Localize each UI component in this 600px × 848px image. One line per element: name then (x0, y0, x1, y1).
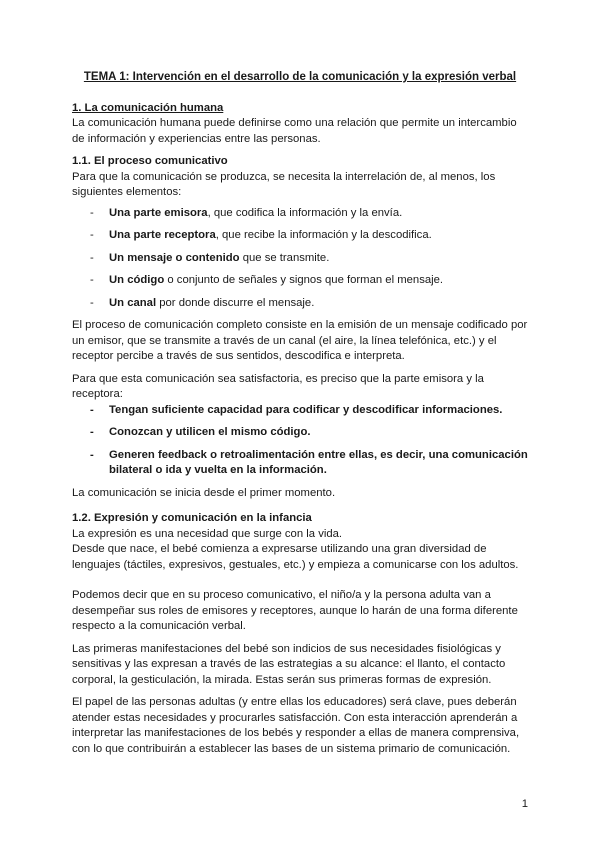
dash-bullet: - (90, 274, 94, 286)
list-item-bold: Una parte receptora (109, 229, 216, 241)
section-1-intro: La comunicación humana puede definirse como una relación que permite un intercambio de información y experiencias entre las personas. (72, 117, 517, 145)
dash-bullet: - (90, 403, 94, 416)
list-item-text: Conozcan y utilicen el mismo código. (109, 426, 311, 438)
list-item-text: Generen feedback o retroalimentación entre ellas, es decir, una comunicación bilateral o ida y vuelta en la información. (109, 448, 528, 476)
list-item (72, 296, 528, 312)
dash-bullet: - (90, 426, 94, 438)
process-paragraph: El proceso de comunicación completo consiste en la emisión de un mensaje codificado por un emisor, que se transmite a través de un canal (el aire, la línea telefónica, etc.) y el receptor percibe a través de sus sentidos, descodifica e interpreta. (72, 319, 528, 362)
section-1-2-line-2: Desde que nace, el bebé comienza a expresarse utilizando una gran diversidad de lenguajes (táctiles, expresivos, gestuales, etc.) y empieza a comunicarse con los adultos. (72, 543, 519, 571)
section-1-1-intro: Para que la comunicación se produzca, se necesita la interrelación de, al menos, los siguientes elementos: (72, 170, 496, 198)
conditions-list (72, 403, 528, 479)
elements-list (72, 206, 528, 312)
dash-bullet: - (90, 296, 94, 309)
list-item-text: Tengan suficiente capacidad para codificar y descodificar informaciones. (109, 403, 503, 416)
list-item (72, 206, 528, 222)
list-item-text: , que codifica la información y la envía. (207, 206, 403, 219)
page-number: 1 (521, 798, 528, 810)
list-item (72, 251, 528, 267)
list-item (72, 448, 528, 479)
dash-bullet: - (90, 448, 94, 461)
section-heading-1-2: 1.2. Expresión y comunicación en la infancia (72, 512, 312, 524)
list-item (72, 273, 528, 289)
section-heading-1-1: 1.1. El proceso comunicativo (72, 155, 228, 167)
list-item-text: o conjunto de señales y signos que forman el mensaje. (164, 274, 444, 286)
list-item-bold: Un canal (109, 296, 157, 309)
list-item (72, 228, 528, 244)
dash-bullet: - (90, 251, 94, 264)
start-paragraph: La comunicación se inicia desde el primer momento. (72, 486, 336, 499)
list-item-text: , que recibe la información y la descodifica. (215, 229, 432, 241)
section-1-2-line-1: La expresión es una necesidad que surge con la vida. (72, 527, 343, 540)
dash-bullet: - (90, 206, 94, 219)
document-page (72, 70, 528, 757)
list-item (72, 425, 528, 441)
dash-bullet: - (90, 229, 94, 241)
manifestations-paragraph: Las primeras manifestaciones del bebé son indicios de sus necesidades fisiológicas y sensitivas y las expresan a través de las estrategias a su alcance: el llanto, el contacto corporal, la gesticulación, la mirada. Estas serán sus primeras formas de expresión. (72, 642, 506, 686)
list-item-text: que se transmite. (239, 251, 330, 264)
list-item-bold: Un mensaje o contenido (109, 251, 240, 264)
roles-paragraph: Podemos decir que en su proceso comunicativo, el niño/a y la persona adulta van a desempeñar sus roles de emisores y receptores, aunque lo harán de una forma diferente respecto a la comunicación verbal. (72, 589, 518, 632)
list-item (72, 403, 528, 419)
satisfactory-paragraph: Para que esta comunicación sea satisfactoria, es preciso que la parte emisora y la receptora: (72, 372, 484, 400)
section-heading-1: 1. La comunicación humana (72, 101, 224, 114)
adults-paragraph: El papel de las personas adultas (y entre ellas los educadores) será clave, pues deberán atender estas necesidades y procurarles satisfacción. Con esta interacción aprenderán a interpretar las manifestaciones de los bebés y responder a ellas de manera comprensiva, con lo que contribuirán a establecer las bases de un sistema primario de comunicación. (72, 696, 520, 755)
document-title: TEMA 1: Intervención en el desarrollo de la comunicación y la expresión verbal (83, 71, 517, 83)
list-item-bold: Una parte emisora (109, 206, 208, 219)
list-item-text: por donde discurre el mensaje. (156, 296, 315, 309)
list-item-bold: Un código (109, 274, 165, 286)
